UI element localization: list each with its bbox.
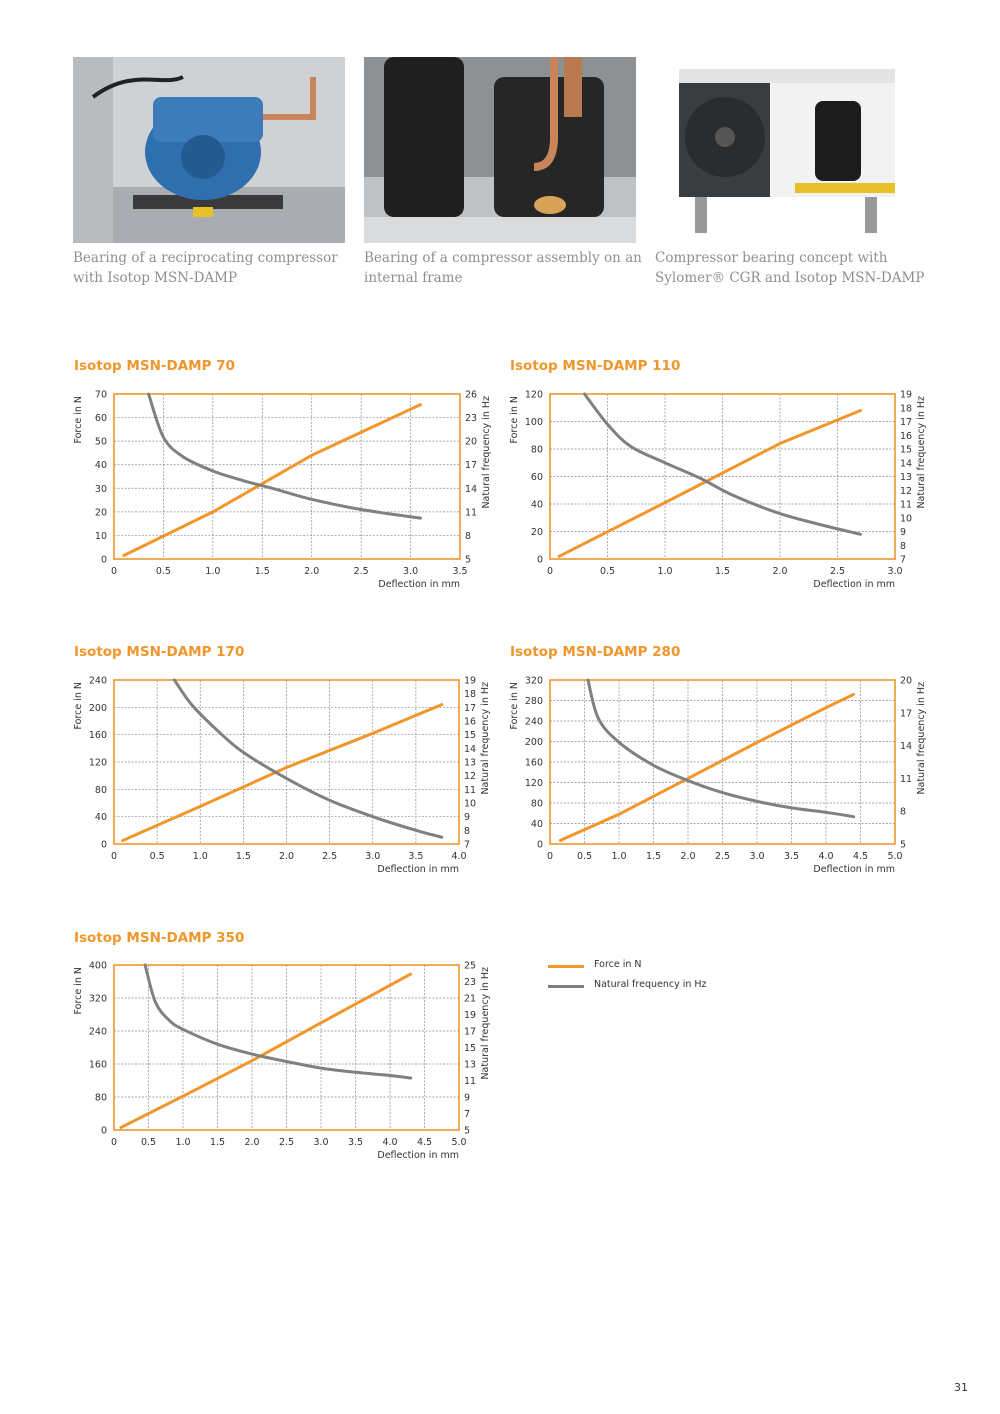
x-tick-label: 1.5 [254,566,270,577]
x-axis-label: Deflection in mm [378,579,460,590]
series-line-force [121,974,411,1127]
y-tick-label: 320 [524,675,543,687]
plot-frame [114,394,460,559]
y-tick-label: 40 [94,460,107,472]
y2-axis-label: Natural frequency in Hz [480,682,491,795]
x-tick-label: 5.0 [451,1137,467,1148]
y-tick-label: 40 [94,812,107,824]
x-tick-label: 0.5 [576,851,593,862]
y-tick-label: 0 [100,839,107,851]
y2-tick-label: 15 [464,730,477,742]
y2-tick-label: 5 [464,1125,471,1137]
y-tick-label: 20 [530,527,543,538]
y-axis-label: Force in N [73,682,84,730]
x-tick-label: 5.0 [887,851,903,862]
y2-tick-label: 17 [464,702,477,714]
y2-tick-label: 8 [900,540,907,552]
y-tick-label: 0 [100,554,107,566]
y-tick-label: 80 [94,1092,107,1104]
y-axis-label: Force in N [73,396,84,444]
y2-axis-label: Natural frequency in Hz [916,682,927,795]
series-line-force [559,411,860,557]
y2-tick-label: 5 [900,839,907,851]
y2-tick-label: 19 [464,1010,477,1021]
y-tick-label: 320 [88,993,107,1005]
chart-title: Isotop MSN-DAMP 110 [510,358,681,374]
y2-tick-label: 17 [464,1026,477,1038]
x-tick-label: 4.5 [852,851,869,862]
y2-tick-label: 16 [464,716,477,728]
y2-tick-label: 23 [464,977,477,988]
y2-tick-label: 10 [900,513,913,525]
y-tick-label: 50 [94,436,107,448]
x-tick-label: 3.0 [365,851,381,862]
x-tick-label: 4.0 [382,1137,398,1148]
x-tick-label: 2.5 [278,1137,295,1148]
y2-tick-label: 26 [465,389,478,401]
y2-tick-label: 11 [465,507,478,519]
series-line-frequency [149,394,421,518]
y-tick-label: 10 [94,530,107,542]
y2-tick-label: 14 [900,741,913,753]
y-tick-label: 80 [530,444,543,456]
plot-frame [114,965,459,1130]
plot-area [114,965,459,1130]
x-tick-label: 1.0 [205,566,221,577]
chart-3 [509,676,927,876]
x-axis-label: Deflection in mm [813,864,895,875]
y-tick-label: 280 [524,696,543,707]
photo-caption: Bearing of a reciprocating compressor with Isotop MSN-DAMP [73,250,338,286]
y-axis-label: Force in N [509,682,520,730]
y-tick-label: 0 [536,839,543,851]
x-tick-label: 0.5 [155,566,171,577]
y2-tick-label: 16 [900,430,913,442]
y-tick-label: 0 [100,1125,107,1137]
x-tick-label: 0.5 [599,566,616,577]
y2-tick-label: 12 [900,485,913,497]
y2-tick-label: 13 [900,472,913,483]
x-tick-label: 4.0 [451,851,467,862]
chart-2 [73,676,491,876]
series-line-frequency [585,394,861,534]
y2-tick-label: 9 [900,527,907,538]
y2-tick-label: 20 [465,436,478,448]
y-tick-label: 240 [88,1026,107,1038]
y2-tick-label: 14 [900,458,913,470]
y-tick-label: 20 [94,507,107,519]
x-tick-label: 3.5 [347,1137,364,1148]
x-tick-label: 1.0 [657,566,673,577]
x-tick-label: 4.0 [818,851,834,862]
y2-tick-label: 17 [465,460,478,472]
y2-tick-label: 13 [464,1059,477,1071]
x-axis-label: Deflection in mm [813,579,895,590]
series-line-frequency [174,680,441,837]
photo-compressor-internal-frame [364,57,636,243]
y2-tick-label: 19 [464,675,477,687]
y-tick-label: 40 [530,499,543,511]
y2-tick-label: 10 [464,798,477,810]
y-axis-label: Force in N [509,396,520,444]
plot-area [550,680,895,844]
chart-1 [509,390,927,591]
y-tick-label: 100 [524,417,543,428]
y-tick-label: 240 [88,675,107,687]
x-tick-label: 2.0 [244,1137,260,1148]
y2-tick-label: 9 [464,1092,471,1104]
x-tick-label: 3.5 [783,851,800,862]
y2-tick-label: 8 [464,825,471,837]
y2-tick-label: 19 [900,389,913,401]
plot-frame [550,680,895,844]
y-tick-label: 80 [530,798,543,810]
y2-tick-label: 13 [464,757,477,769]
y-tick-label: 200 [88,702,107,714]
y2-axis-label: Natural frequency in Hz [481,396,492,509]
x-tick-label: 3.0 [403,566,419,577]
y2-tick-label: 18 [464,689,477,701]
chart-title: Isotop MSN-DAMP 70 [74,358,235,374]
x-tick-label: 0 [546,566,554,577]
x-tick-label: 2.5 [322,851,338,862]
x-tick-label: 0 [110,566,118,577]
plot-frame [550,394,895,559]
y2-tick-label: 11 [464,1076,477,1087]
chart-0 [73,390,492,591]
y2-tick-label: 11 [900,499,913,511]
x-tick-label: 0 [546,851,554,862]
plot-frame [114,680,459,844]
y2-tick-label: 8 [465,530,472,542]
y-tick-label: 160 [88,1059,107,1071]
chart-title: Isotop MSN-DAMP 170 [74,644,245,660]
y-tick-label: 60 [94,413,107,425]
y2-axis-label: Natural frequency in Hz [480,967,491,1080]
photo-sylomer-concept [655,57,927,243]
x-tick-label: 0.5 [140,1137,157,1148]
y2-tick-label: 15 [900,444,913,456]
y-tick-label: 60 [530,472,543,483]
y2-tick-label: 25 [464,960,477,972]
photo-reciprocating-compressor [73,57,345,243]
y2-tick-label: 23 [465,413,478,425]
y-tick-label: 80 [94,784,107,796]
y-tick-label: 40 [530,819,543,830]
y-tick-label: 160 [88,730,107,742]
x-tick-label: 2.5 [353,566,369,577]
chart-title: Isotop MSN-DAMP 350 [74,930,245,946]
x-tick-label: 2.5 [714,851,731,862]
y2-tick-label: 12 [464,771,477,783]
y-tick-label: 240 [524,716,543,728]
photo-caption: Bearing of a compressor assembly on an internal frame [364,250,642,286]
chart-4 [73,961,491,1162]
x-tick-label: 2.0 [278,851,295,862]
x-tick-label: 0 [110,1137,118,1148]
series-line-frequency [588,680,854,817]
y-tick-label: 200 [524,737,543,748]
y-tick-label: 70 [94,389,107,401]
y2-tick-label: 15 [464,1043,477,1054]
y-tick-label: 160 [524,757,543,769]
y2-tick-label: 21 [464,993,477,1005]
y-tick-label: 120 [88,757,107,769]
y2-tick-label: 9 [464,812,471,824]
y2-axis-label: Natural frequency in Hz [916,396,927,509]
legend-swatch-force [548,965,584,968]
series-line-force [124,405,421,556]
legend-swatch-frequency [548,985,584,988]
y-tick-label: 120 [524,778,543,789]
x-tick-label: 3.0 [749,851,765,862]
y2-tick-label: 17 [900,417,913,428]
series-line-force [560,694,853,840]
x-tick-label: 1.5 [645,851,662,862]
y2-tick-label: 11 [900,773,913,785]
y-tick-label: 30 [94,483,107,495]
chart-title: Isotop MSN-DAMP 280 [510,644,681,660]
y2-tick-label: 7 [464,839,471,851]
x-axis-label: Deflection in mm [377,1150,459,1161]
y-tick-label: 400 [88,960,107,972]
x-tick-label: 3.5 [452,566,468,577]
x-tick-label: 3.0 [887,566,903,577]
y2-tick-label: 20 [900,675,913,687]
legend-label-force: Force in N [594,959,642,970]
x-axis-label: Deflection in mm [377,864,459,875]
x-tick-label: 2.0 [304,566,320,577]
y-tick-label: 0 [536,554,543,566]
x-tick-label: 1.0 [192,851,208,862]
plot-area [550,394,895,559]
x-tick-label: 1.0 [175,1137,191,1148]
y2-tick-label: 7 [900,554,907,566]
y2-tick-label: 14 [465,483,478,495]
page-number: 31 [954,1381,968,1394]
y2-tick-label: 8 [900,806,907,818]
y-tick-label: 120 [524,389,543,401]
x-tick-label: 2.0 [680,851,696,862]
x-tick-label: 0.5 [149,851,165,862]
series-line-force [123,705,442,841]
y-axis-label: Force in N [73,967,84,1015]
y2-tick-label: 17 [900,708,913,720]
y2-tick-label: 5 [465,554,472,566]
photo-caption: Compressor bearing concept with Sylomer® CGR and Isotop MSN-DAMP [655,250,925,286]
x-tick-label: 4.5 [416,1137,433,1148]
y2-tick-label: 11 [464,784,477,796]
x-tick-label: 1.0 [611,851,627,862]
y2-tick-label: 7 [464,1109,471,1120]
x-tick-label: 2.5 [829,566,846,577]
legend-label-frequency: Natural frequency in Hz [594,979,707,990]
x-tick-label: 3.0 [313,1137,329,1148]
x-tick-label: 2.0 [772,566,788,577]
x-tick-label: 0 [110,851,118,862]
plot-area [114,394,460,559]
x-tick-label: 3.5 [408,851,424,862]
x-tick-label: 1.5 [209,1137,226,1148]
y2-tick-label: 14 [464,743,477,755]
x-tick-label: 1.5 [235,851,251,862]
x-tick-label: 1.5 [714,566,731,577]
series-line-frequency [145,965,411,1078]
plot-area [114,680,459,844]
y2-tick-label: 18 [900,403,913,415]
